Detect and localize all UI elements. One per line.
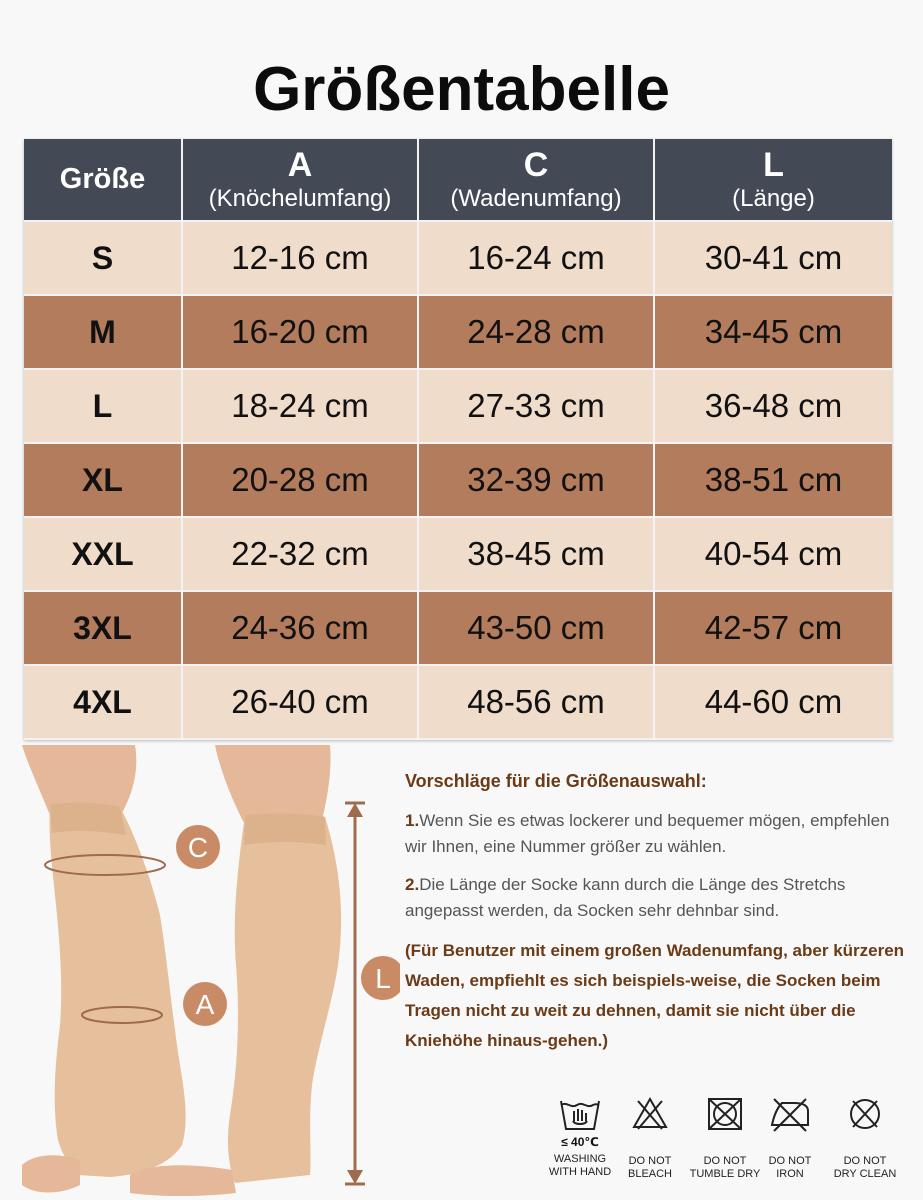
row-s-c: 16-24 cm — [419, 222, 655, 296]
header-c-letter: C — [523, 145, 549, 184]
left-sock — [49, 802, 185, 1177]
row-4xl-c: 48-56 cm — [419, 666, 655, 740]
no-iron-icon — [768, 1095, 812, 1133]
note-1 — [405, 808, 910, 860]
no-dry-clean-icon — [845, 1095, 885, 1133]
note-1-number: 1. — [405, 811, 420, 830]
row-xl-c: 32-39 cm — [419, 444, 655, 518]
row-xxl-l: 40-54 cm — [655, 518, 892, 592]
row-m-a: 16-20 cm — [183, 296, 419, 370]
header-c-label: (Wadenumfang) — [450, 184, 622, 212]
care-no-dry-clean — [825, 1095, 905, 1181]
marker-a-label: A — [195, 989, 215, 1020]
row-l-size: L — [24, 370, 183, 444]
leg-diagram — [0, 745, 400, 1200]
row-m-size: M — [24, 296, 183, 370]
row-m-l: 34-45 cm — [655, 296, 892, 370]
care-no-iron — [750, 1095, 830, 1181]
row-3xl-size: 3XL — [24, 592, 183, 666]
row-4xl-l: 44-60 cm — [655, 666, 892, 740]
header-l-letter: L — [763, 145, 784, 184]
size-table — [24, 139, 892, 740]
care-label-2: DO NOT BLEACH — [627, 1155, 673, 1180]
header-a-letter: A — [287, 145, 313, 184]
row-xl-a: 20-28 cm — [183, 444, 419, 518]
row-l-l: 36-48 cm — [655, 370, 892, 444]
page-title: Größentabelle — [253, 55, 670, 124]
note-3: (Für Benutzer mit einem großen Wadenumfang, aber kürzeren Waden, empfiehlt es sich beispiels-weise, die Socken beim Tragen nicht zu weit zu dehnen, damit sie nicht über die Kniehöhe hinaus-gehen.) — [405, 941, 905, 1050]
row-3xl-a: 24-36 cm — [183, 592, 419, 666]
row-l-c: 27-33 cm — [419, 370, 655, 444]
row-4xl-size: 4XL — [24, 666, 183, 740]
washing-temp: ≤ 40℃ — [561, 1135, 599, 1149]
row-xxl-size: XXL — [24, 518, 183, 592]
care-label-1: WASHING WITH HAND — [548, 1153, 612, 1178]
header-size: Größe — [24, 139, 183, 222]
sizing-notes — [405, 768, 910, 1068]
header-a-label: (Knöchelumfang) — [208, 184, 392, 212]
right-sock — [228, 814, 341, 1183]
right-leg-skin — [215, 745, 331, 825]
care-hand-wash — [540, 1095, 620, 1179]
row-3xl-c: 43-50 cm — [419, 592, 655, 666]
length-arrow-bottom — [347, 1170, 363, 1184]
note-2-text: Die Länge der Socke kann durch die Länge des Stretchs angepasst werden, da Socken sehr dehnbar sind. — [405, 875, 846, 920]
note-1-text: Wenn Sie es etwas lockerer und bequemer mögen, empfehlen wir Ihnen, eine Nummer größer zu wählen. — [405, 811, 890, 856]
marker-c-label: C — [187, 832, 209, 863]
header-col-c — [419, 139, 655, 222]
row-xl-l: 38-51 cm — [655, 444, 892, 518]
marker-l-label: L — [375, 963, 391, 994]
care-label-5: DO NOT DRY CLEAN — [833, 1155, 897, 1180]
row-xxl-a: 22-32 cm — [183, 518, 419, 592]
row-3xl-l: 42-57 cm — [655, 592, 892, 666]
row-s-a: 12-16 cm — [183, 222, 419, 296]
left-toes — [22, 1155, 80, 1192]
care-instructions — [540, 1095, 915, 1195]
note-2 — [405, 872, 910, 924]
row-s-l: 30-41 cm — [655, 222, 892, 296]
row-s-size: S — [24, 222, 183, 296]
length-arrow-top — [347, 803, 363, 817]
row-m-c: 24-28 cm — [419, 296, 655, 370]
header-col-a — [183, 139, 419, 222]
row-4xl-a: 26-40 cm — [183, 666, 419, 740]
care-label-4: DO NOT IRON — [768, 1155, 812, 1180]
header-col-l — [655, 139, 892, 222]
note-2-number: 2. — [405, 875, 420, 894]
no-bleach-icon — [630, 1095, 670, 1133]
right-toes — [130, 1165, 236, 1196]
hand-wash-icon — [557, 1095, 603, 1133]
row-l-a: 18-24 cm — [183, 370, 419, 444]
row-xl-size: XL — [24, 444, 183, 518]
no-tumble-dry-icon — [705, 1095, 745, 1133]
care-label-3: DO NOT TUMBLE DRY — [689, 1155, 761, 1180]
notes-heading: Vorschläge für die Größenauswahl: — [405, 771, 707, 791]
row-xxl-c: 38-45 cm — [419, 518, 655, 592]
header-l-label: (Länge) — [732, 184, 815, 212]
care-no-bleach — [610, 1095, 690, 1181]
